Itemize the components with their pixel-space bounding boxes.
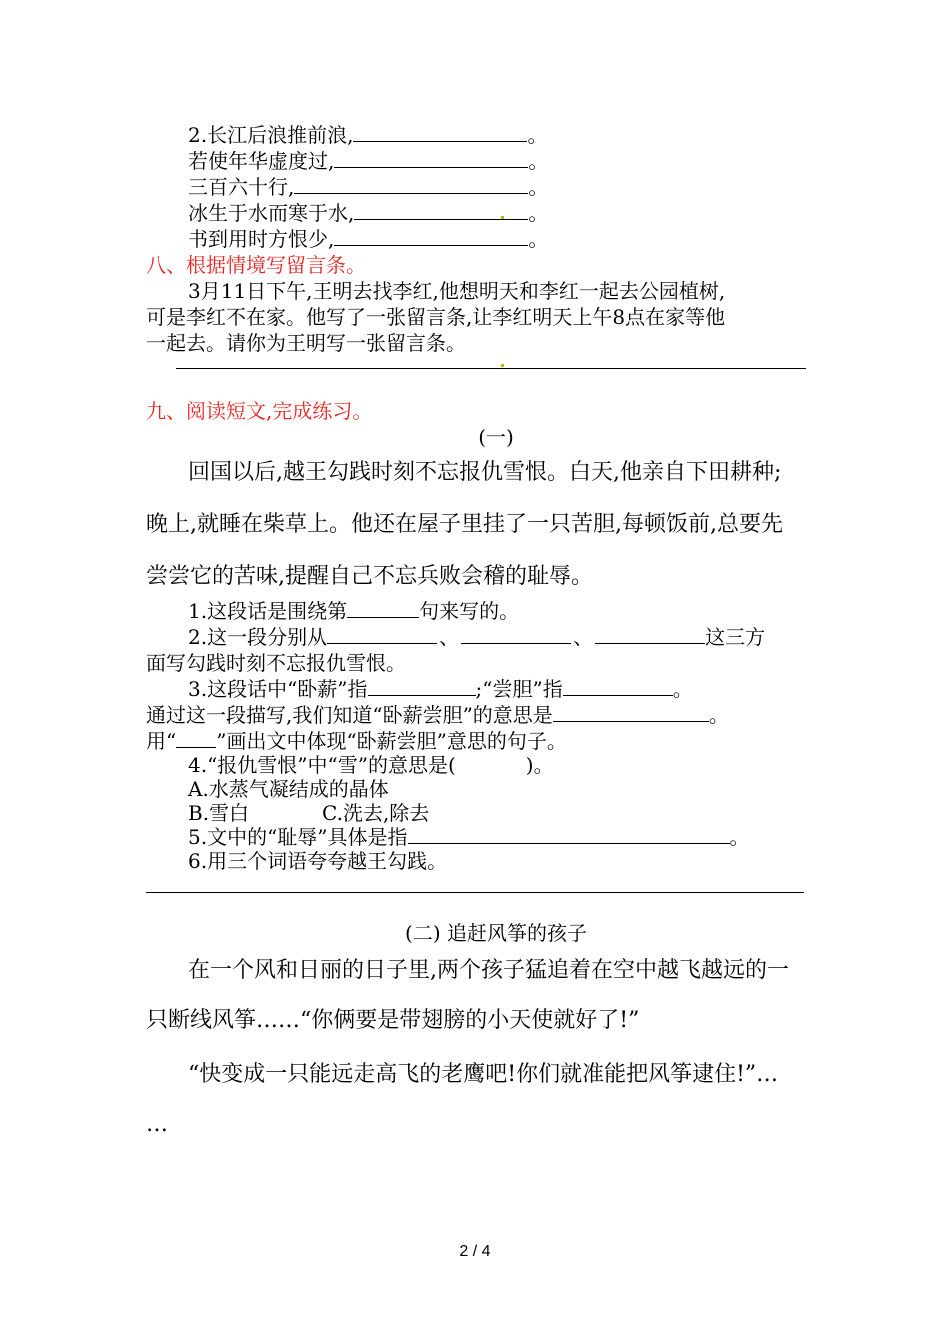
fill-line-2: 若使年华虚度过, 。 [188,149,549,173]
fill-line-1: 2.长江后浪推前浪, 。 [188,123,548,147]
passage-1-line: 尝尝它的苦味,提醒自己不忘兵败会稽的耻辱。 [146,564,593,589]
message-answer-line[interactable] [176,368,806,369]
answer-blank[interactable] [353,123,527,142]
answer-blank[interactable] [553,703,709,722]
passage-1-line: 晚上,就睡在柴草上。他还在屋子里挂了一只苦胆,每顿饭前,总要先 [146,512,783,537]
page-number: 2 / 4 [459,1243,491,1260]
question-3-line-3: 用“ ”画出文中体现“卧薪尝胆”意思的句子。 [146,729,567,753]
answer-blank[interactable] [176,729,216,748]
question-1: 1.这段话是围绕第 句来写的。 [188,599,520,623]
answer-blank[interactable] [327,625,437,644]
option-a: A.水蒸气凝结成的晶体 [188,777,389,801]
question-4: 4.“报仇雪恨”中“雪”的意思是( )。 [188,753,554,777]
answer-blank[interactable] [334,149,528,168]
option-b: B.雪白 [188,801,250,825]
section-8-heading: 八、根据情境写留言条。 [146,253,366,277]
passage-2-line: “快变成一只能远走高飞的老鹰吧!你们就准能把风筝逮住!”… [188,1062,779,1087]
part-1-title: (一) [478,425,514,449]
question-3-line-2: 通过这一段描写,我们知道“卧薪尝胆”的意思是 。 [146,703,729,727]
fill-line-4: 冰生于水而寒于水, 。 [188,201,549,225]
section-8-para-line: 一起去。请你为王明写一张留言条。 [146,331,466,355]
question-2-cont: 面写勾践时刻不忘报仇雪恨。 [146,651,406,675]
passage-2-line: 只断线风筝……“你俩要是带翅膀的小天使就好了!” [146,1008,640,1033]
answer-blank[interactable] [347,599,419,618]
section-8-para-line: 可是李红不在家。他写了一张留言条,让李红明天上午8点在家等他 [146,305,726,329]
answer-blank[interactable] [461,625,571,644]
answer-blank[interactable] [595,625,705,644]
passage-1-line: 回国以后,越王勾践时刻不忘报仇雪恨。白天,他亲自下田耕种; [188,460,782,485]
section-9-heading: 九、阅读短文,完成练习。 [146,399,373,423]
answer-blank[interactable] [294,175,528,194]
stray-dot [501,364,504,367]
answer-blank[interactable] [334,227,528,246]
stray-dot [501,216,504,219]
answer-blank[interactable] [368,677,476,696]
passage-2-line: … [146,1112,168,1137]
question-6-answer-line[interactable] [146,892,804,893]
part-2-title: (二) 追赶风筝的孩子 [405,921,587,945]
answer-blank[interactable] [408,825,730,844]
question-6: 6.用三个词语夸夸越王勾践。 [188,849,448,873]
question-3: 3.这段话中“卧薪”指 ;“尝胆”指 。 [188,677,693,701]
fill-line-5: 书到用时方恨少, 。 [188,227,549,251]
answer-blank[interactable] [563,677,673,696]
option-c: C.洗去,除去 [322,801,430,825]
fill-line-3: 三百六十行, 。 [188,175,549,199]
passage-2-line: 在一个风和日丽的日子里,两个孩子猛追着在空中越飞越远的一 [188,958,789,983]
question-5: 5.文中的“耻辱”具体是指 。 [188,825,750,849]
section-8-para-line: 3月11日下午,王明去找李红,他想明天和李红一起去公园植树, [188,279,726,303]
question-2: 2.这一段分别从 、 、 这三方 [188,625,766,649]
